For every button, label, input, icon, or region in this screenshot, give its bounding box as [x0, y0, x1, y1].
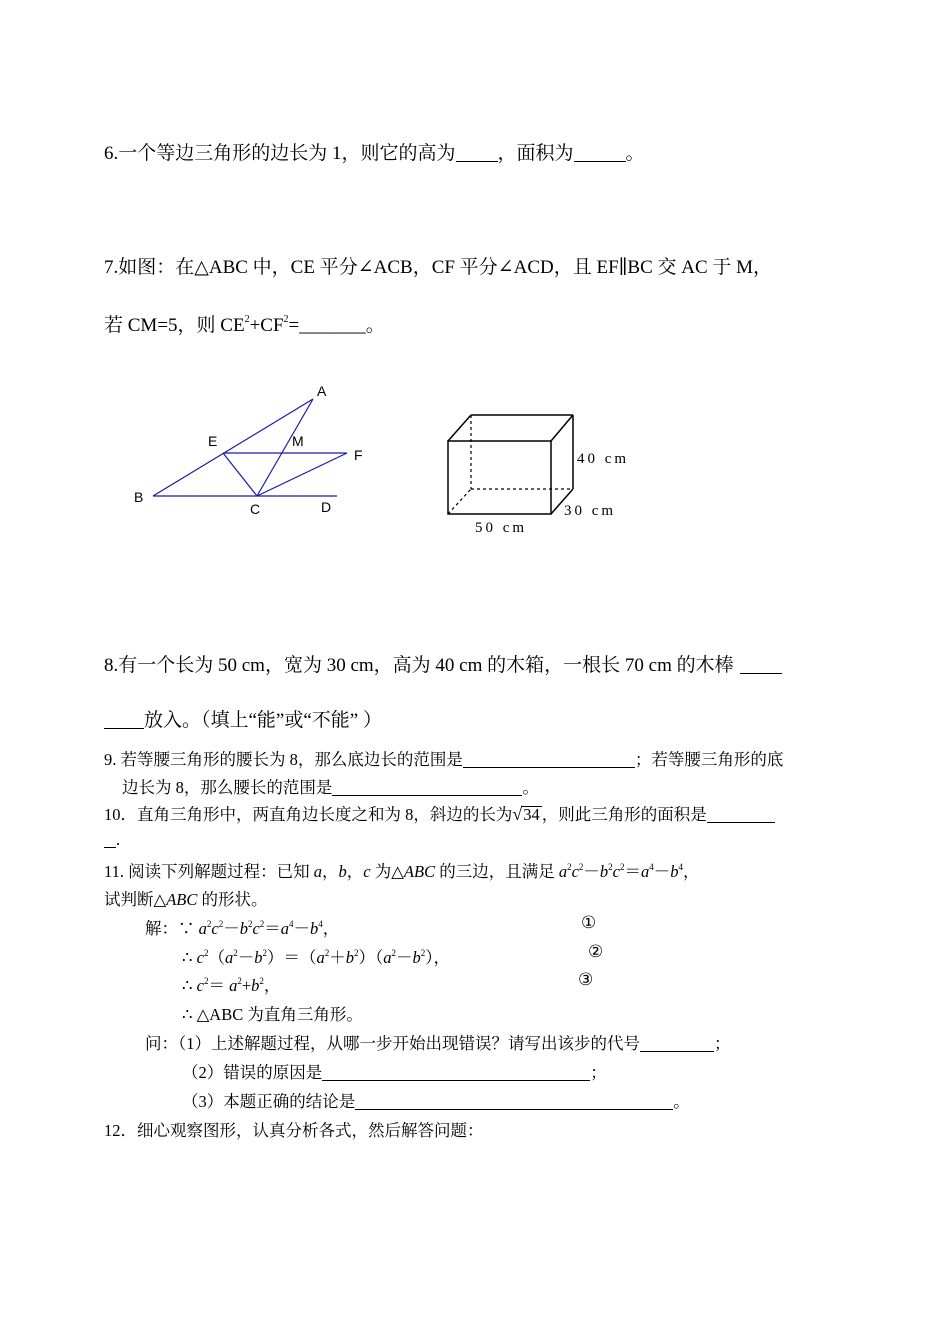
q8-answer-blank-part-1[interactable]: [740, 654, 782, 674]
height-label: 40 cm: [577, 451, 630, 467]
q11-comma-2: ，: [346, 862, 364, 881]
depth-label: 30 cm: [564, 503, 617, 519]
q8-text: 8.有一个长为 50 cm，宽为 30 cm，高为 40 cm 的木箱，一根长 70 cm 的木棒: [104, 655, 734, 676]
line-cf: [257, 453, 347, 496]
question-10-line-2: [104, 830, 120, 850]
q11-step3-label: ∴: [182, 976, 197, 995]
q11-step-3: ∴ $c^2= a^2+b^2$，: [182, 976, 281, 995]
q7-cm-text: 若 CM=5，则 CE: [104, 315, 245, 336]
question-8-line-1: [104, 650, 782, 677]
question-6: [104, 138, 645, 165]
question-9-line-1: [104, 746, 783, 770]
q11-conclusion-blank[interactable]: [355, 1093, 673, 1111]
label-e: E: [208, 433, 218, 449]
box-front-face: [448, 441, 551, 514]
q11-ask-1: [145, 1030, 731, 1054]
q10-area-blank-part-1[interactable]: [707, 806, 775, 824]
label-d: D: [321, 499, 332, 515]
line-ca: [257, 399, 313, 496]
label-f: F: [354, 447, 363, 463]
length-label: 50 cm: [475, 520, 528, 536]
question-7-line-1: 7.如图：在△ABC 中，CE 平分∠ACB，CF 平分∠ACD，且 EF∥BC 交 AC 于 M，: [104, 257, 773, 278]
q7-equals: =: [288, 315, 300, 336]
q10-end: .: [116, 830, 121, 849]
q11-ask3-text: （3）本题正确的结论是: [182, 1092, 356, 1111]
q11-abc: ABC: [403, 862, 436, 881]
question-11-line-1: [104, 858, 700, 882]
q10-sqrt-value: 34: [523, 805, 540, 824]
q9-text-2: ；若等腰三角形的底: [634, 750, 784, 769]
q11-step-2: ∴ $c^2(a^2-b^2)=(a^2+b^2)(a^2-b^2)$，: [182, 948, 450, 967]
line-ce: [223, 453, 257, 496]
q11-ask3-end: 。: [673, 1092, 690, 1111]
step-marker-2: ②: [588, 942, 604, 961]
label-a: A: [317, 383, 327, 399]
sqrt-sign-icon: √: [512, 804, 523, 824]
q9-text-1: 9. 若等腰三角形的腰长为 8，那么底边长的范围是: [104, 750, 463, 769]
q6-end: 。: [625, 143, 645, 164]
label-c: C: [250, 501, 261, 517]
question-9-line-2: [122, 774, 539, 798]
q8-answer-blank-part-2[interactable]: [104, 709, 144, 729]
question-11-line-2: [104, 886, 268, 910]
q10-area-blank-part-2[interactable]: [104, 831, 116, 849]
q11-text-3: 的三边，且满足: [435, 862, 559, 881]
q11-text-5: 的形状。: [197, 890, 268, 909]
q11-comma-1: ，: [322, 862, 339, 881]
q11-text-1: 11. 阅读下列解题过程：已知: [104, 862, 314, 881]
step-marker-3: ③: [578, 970, 594, 989]
line-ba: [153, 399, 313, 496]
label-m: M: [292, 433, 304, 449]
q11-ask-2: [182, 1059, 607, 1083]
q11-ask1-end: ；: [714, 1034, 731, 1053]
q11-ask2-text: （2）错误的原因是: [182, 1063, 323, 1082]
q9-base-range-blank[interactable]: [463, 751, 635, 769]
step-marker-1: ①: [581, 913, 597, 932]
q11-text-2: 为△: [370, 862, 404, 881]
q10-text-2: ，则此三角形的面积是: [541, 805, 707, 824]
q6-area-blank[interactable]: [574, 142, 626, 162]
question-8-line-2: [104, 705, 382, 732]
label-b: B: [134, 489, 144, 505]
box-figure: [440, 405, 640, 545]
q8-text-2: 放入。（填上“能”或“不能” ）: [144, 710, 382, 731]
q11-equation: $a^2c^2-b^2c^2=a^4-b^4$，: [558, 862, 700, 881]
q7-answer-blank[interactable]: _______: [299, 315, 366, 336]
q11-step2-label: ∴: [182, 948, 197, 967]
q6-mid: ，面积为: [497, 143, 574, 164]
q11-var-c: c: [363, 862, 371, 881]
q11-step-code-blank[interactable]: [640, 1035, 714, 1053]
q11-abc-2: ABC: [166, 890, 198, 909]
q10-text-1: 10．直角三角形中，两直角边长度之和为 8，斜边的长为: [104, 805, 513, 824]
q7-plus-cf: +CF: [249, 315, 284, 336]
question-12: 12．细心观察图形，认真分析各式，然后解答问题：: [104, 1121, 484, 1140]
q6-text: 6.一个等边三角形的边长为 1，则它的高为: [104, 143, 456, 164]
box-top-right-edge: [551, 415, 573, 441]
q11-var-b: b: [338, 862, 347, 881]
q9-text-3: 边长为 8，那么腰长的范围是: [122, 778, 333, 797]
q11-ask1-text: 问：（1）上述解题过程，从哪一步开始出现错误？请写出该步的代号: [145, 1034, 640, 1053]
q9-text-4: 。: [522, 778, 539, 797]
box-hidden-left-edge: [448, 489, 471, 514]
q11-step-4: ∴ △ABC 为直角三角形。: [182, 1005, 363, 1024]
q7-ce-exponent: 2: [244, 314, 250, 325]
q11-step1-label: 解：∵: [145, 919, 199, 938]
q9-leg-range-blank[interactable]: [332, 779, 522, 797]
question-10-line-1: [104, 801, 775, 825]
q11-ask2-end: ；: [590, 1063, 607, 1082]
q6-height-blank[interactable]: [456, 142, 498, 162]
q11-reason-blank[interactable]: [322, 1064, 590, 1082]
triangle-figure: [120, 375, 380, 525]
box-top-left-edge: [448, 415, 471, 441]
q11-text-4: 试判断△: [104, 890, 167, 909]
question-7-line-2: [104, 310, 385, 337]
q7-end: 。: [365, 315, 385, 336]
q11-var-a: a: [313, 862, 323, 881]
q11-step-1: 解：∵ $a^2c^2-b^2c^2=a^4-b^4$，: [145, 919, 340, 938]
q11-ask-3: [182, 1088, 690, 1112]
q7-cf-exponent: 2: [283, 314, 289, 325]
